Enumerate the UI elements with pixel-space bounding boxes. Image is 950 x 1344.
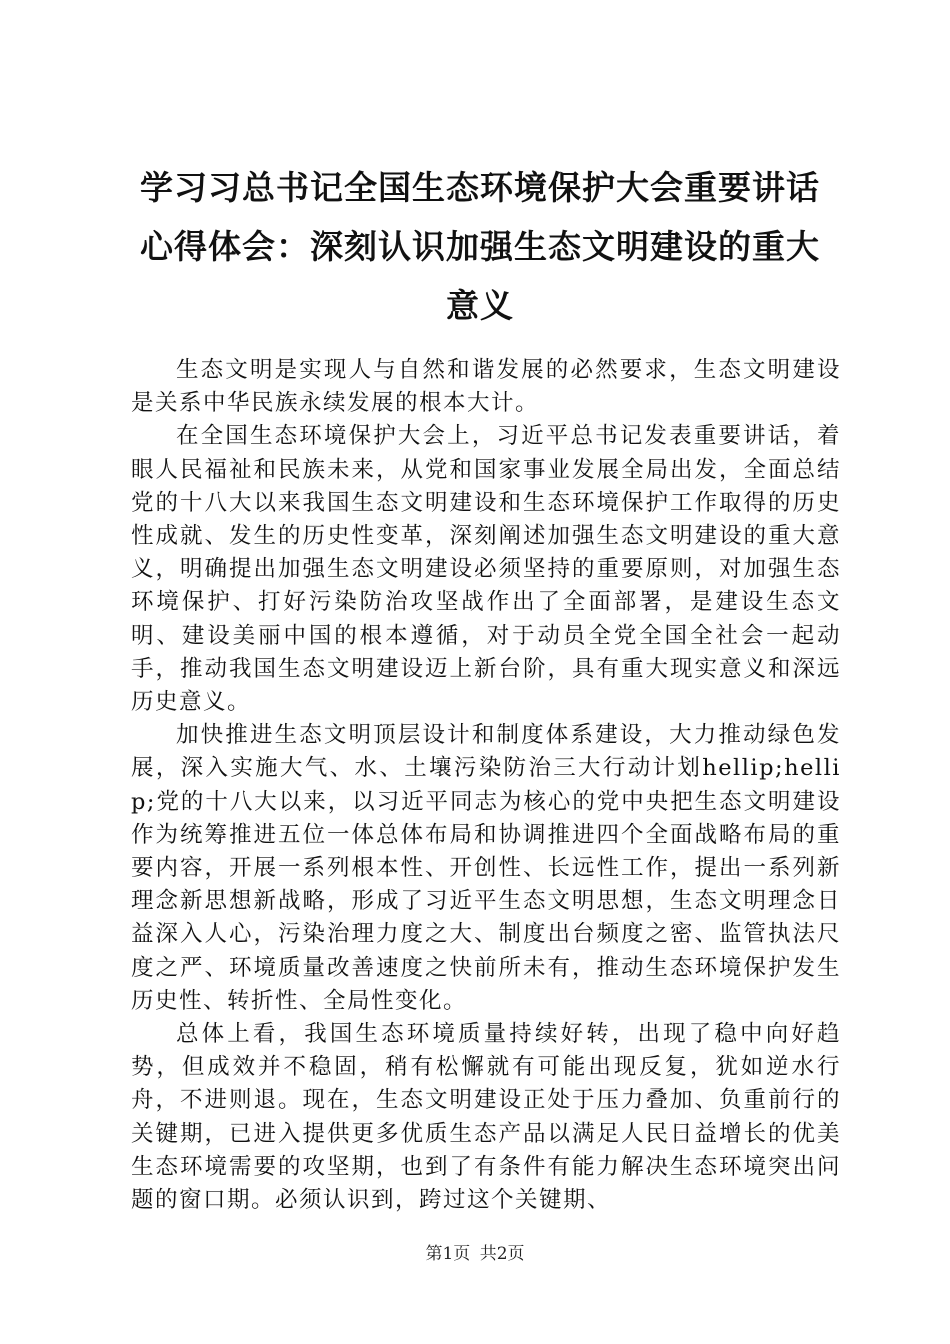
title-line-3: 意义 [446, 286, 514, 325]
page-total: 共2页 [479, 1244, 525, 1264]
paragraph-1: 生态文明是实现人与自然和谐发展的必然要求，生态文明建设是关系中华民族永续发展的根本大计。 [131, 357, 841, 417]
paragraph-2: 在全国生态环境保护大会上，习近平总书记发表重要讲话，着眼人民福祉和民族未来，从党和国家事业发展全局出发，全面总结党的十八大以来我国生态文明建设和生态环境保护工作取得的历史性成就、发生的历史性变革，深刻阐述加强生态文明建设的重大意义，明确提出加强生态文明建设必须坚持的重要原则，对加强生态环境保护、打好污染防治攻坚战作出了全面部署，是建设生态文明、建设美丽中国的根本遵循，对于动员全党全国全社会一起动手，推动我国生态文明建设迈上新台阶，具有重大现实意义和深远历史意义。 [131, 423, 841, 716]
paragraph-4: 总体上看，我国生态环境质量持续好转，出现了稳中向好趋势，但成效并不稳固，稍有松懈就有可能出现反复，犹如逆水行舟，不进则退。现在，生态文明建设正处于压力叠加、负重前行的关键期，已进入提供更多优质生态产品以满足人民日益增长的优美生态环境需要的攻坚期，也到了有条件有能力解决生态环境突出问题的窗口期。必须认识到，跨过这个关键期、 [131, 1021, 841, 1214]
page-footer [0, 1242, 950, 1266]
title-line-2: 心得体会：深刻认识加强生态文明建设的重大 [140, 227, 820, 266]
page-number: 第1页 [425, 1244, 471, 1264]
document-body [131, 354, 841, 1217]
title-line-1: 学习习总书记全国生态环境保护大会重要讲话 [140, 168, 820, 207]
document-title [120, 158, 840, 335]
paragraph-3: 加快推进生态文明顶层设计和制度体系建设，大力推动绿色发展，深入实施大气、水、土壤污染防治三大行动计划hellip;hellip;党的十八大以来，以习近平同志为核心的党中央把生态文明建设作为统筹推进五位一体总体布局和协调推进四个全面战略布局的重要内容，开展一系列根本性、开创性、长远性工作，提出一系列新理念新思想新战略，形成了习近平生态文明思想，生态文明理念日益深入人心，污染治理力度之大、制度出台频度之密、监管执法尺度之严、环境质量改善速度之快前所未有，推动生态环境保护发生历史性、转折性、全局性变化。 [131, 722, 841, 1014]
